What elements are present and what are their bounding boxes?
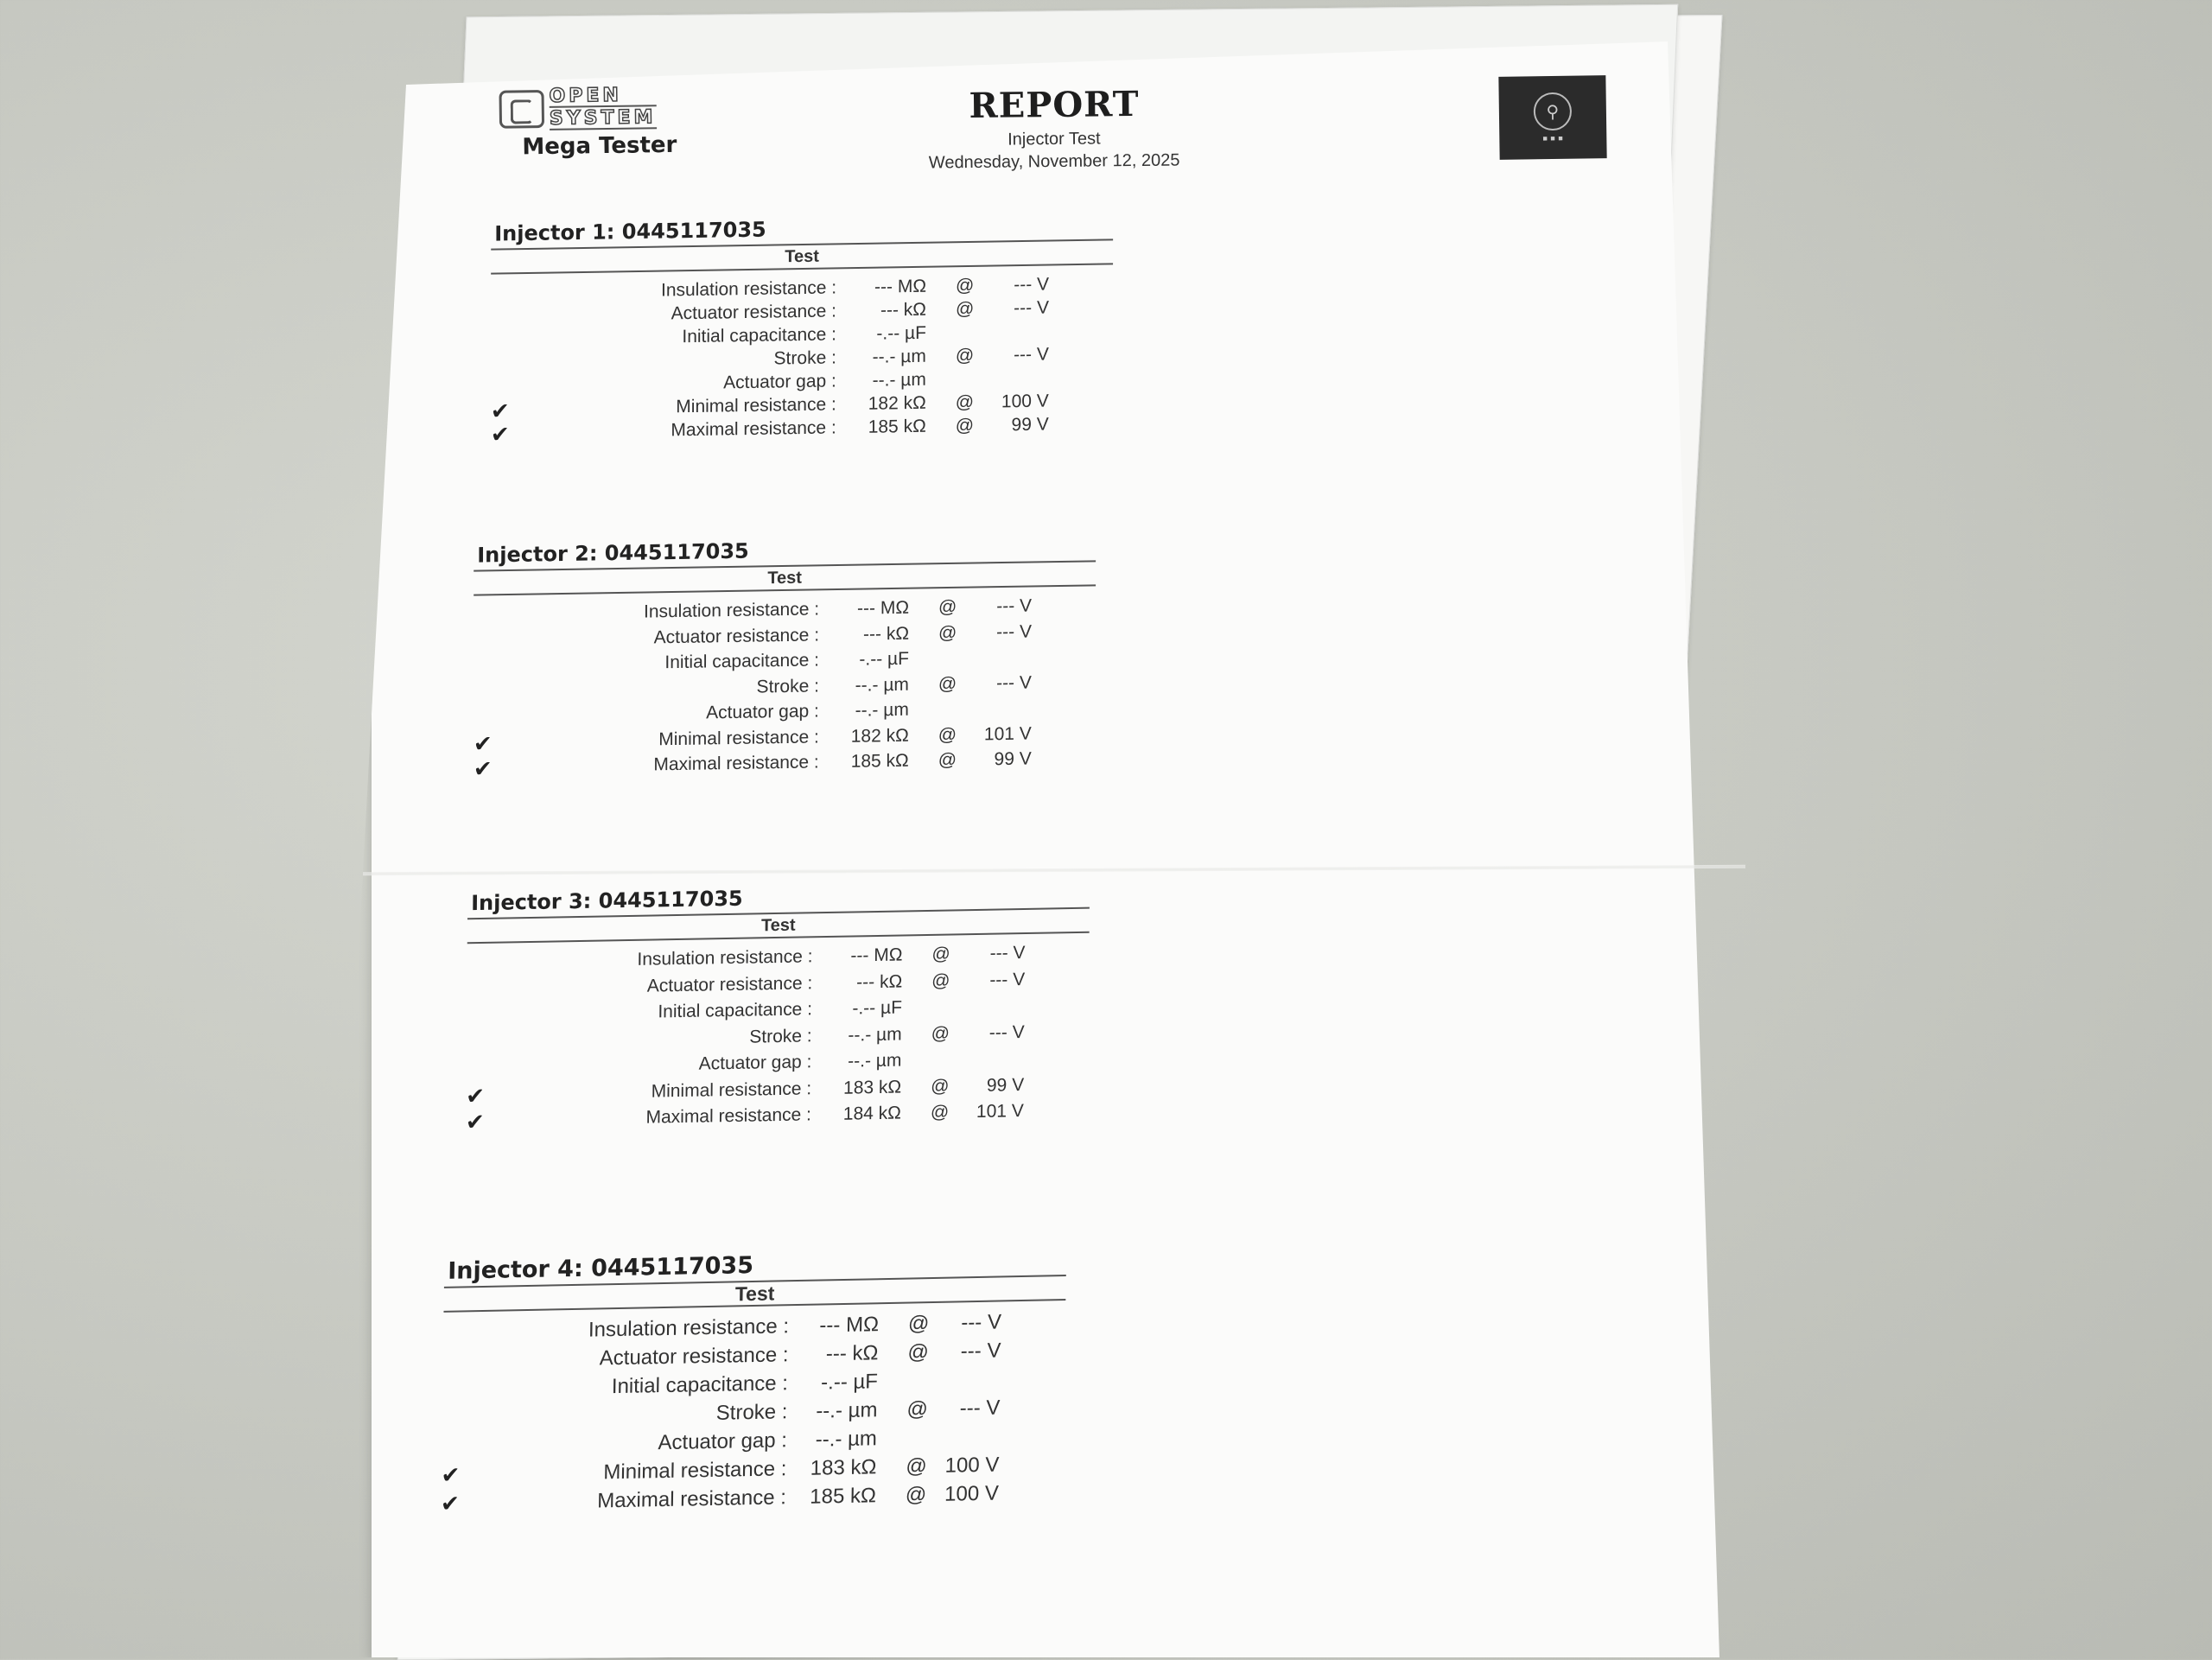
measurement-label: Minimal resistance :: [603, 1457, 786, 1485]
measurement-label: Initial capacitance :: [658, 999, 812, 1022]
measurement-value: --.- µm: [831, 700, 909, 722]
measurement-value: --.- µm: [799, 1427, 877, 1453]
measurement-value: --- MΩ: [831, 598, 909, 620]
measurement-value: --- kΩ: [824, 971, 902, 994]
test-column-header: Test: [491, 240, 1113, 272]
test-column-header: Test: [474, 562, 1096, 594]
measurement-rows: [441, 1309, 1065, 1521]
check-mark-icon: ✔: [441, 1491, 463, 1515]
at-symbol: @: [956, 416, 974, 436]
measurement-label: Minimal resistance :: [652, 1078, 812, 1102]
injector-section-2: [474, 531, 1096, 783]
measurement-value: 185 kΩ: [849, 417, 926, 438]
measurement-voltage: --- V: [966, 621, 1032, 643]
measurement-label: Initial capacitance :: [612, 1371, 789, 1399]
at-symbol: @: [908, 1312, 930, 1336]
measurement-voltage: --- V: [959, 943, 1025, 964]
measurement-label: Actuator gap :: [706, 701, 819, 723]
report-subtitle: [881, 126, 1228, 175]
measurement-label: Maximal resistance :: [597, 1485, 786, 1513]
measurement-label: Actuator gap :: [699, 1052, 812, 1074]
measurement-value: --.- µm: [849, 347, 926, 368]
cc-logo-icon: [499, 90, 544, 129]
at-symbol: @: [931, 944, 950, 965]
measurement-label: Initial capacitance :: [682, 324, 836, 347]
measurement-voltage: 101 V: [966, 723, 1032, 745]
measurement-voltage: --- V: [983, 298, 1049, 320]
at-symbol: @: [938, 724, 957, 745]
injector-section-3: [466, 878, 1090, 1137]
at-symbol: @: [906, 1397, 928, 1421]
at-symbol: @: [931, 1023, 950, 1044]
measurement-value: 183 kΩ: [823, 1077, 901, 1099]
measurement-value: -.-- µF: [824, 997, 902, 1020]
measurement-value: --- kΩ: [849, 300, 926, 321]
measurement-label: Minimal resistance :: [676, 394, 836, 417]
brand-badge: [1498, 75, 1606, 160]
measurement-label: Actuator resistance :: [654, 625, 819, 648]
at-symbol: @: [956, 392, 974, 413]
measurement-voltage: --- V: [983, 274, 1049, 296]
measurement-value: -.-- µF: [849, 323, 926, 345]
measurement-voltage: --- V: [959, 969, 1025, 990]
measurement-voltage: --- V: [966, 672, 1032, 694]
measurement-value: 183 kΩ: [798, 1455, 876, 1481]
measurement-value: --- kΩ: [831, 623, 909, 645]
measurement-value: 182 kΩ: [849, 393, 926, 415]
measurement-value: --.- µm: [799, 1398, 877, 1424]
measurement-value: 184 kΩ: [823, 1103, 901, 1126]
measurement-voltage: --- V: [934, 1396, 1000, 1421]
measurement-label: Stroke :: [757, 676, 819, 697]
measurement-voltage: [959, 995, 1025, 996]
at-symbol: @: [938, 597, 957, 618]
measurement-voltage: [983, 368, 1049, 369]
check-mark-icon: ✔: [491, 399, 513, 422]
check-mark-icon: ✔: [474, 732, 496, 754]
measurement-value: --- MΩ: [801, 1313, 879, 1339]
measurement-value: --.- µm: [831, 674, 909, 696]
check-mark-icon: ✔: [466, 1084, 488, 1106]
injector-logo-icon: ⚲: [1534, 92, 1573, 131]
measurement-label: Actuator gap :: [723, 371, 836, 393]
report-test-type: Injector Test: [881, 126, 1227, 152]
report-title: REPORT: [916, 83, 1192, 126]
open-system-logo: [499, 85, 715, 160]
at-symbol: @: [906, 1483, 927, 1507]
measurement-label: Actuator resistance :: [600, 1343, 789, 1371]
check-mark-icon: ✔: [466, 1110, 488, 1133]
at-symbol: @: [931, 1076, 950, 1097]
at-symbol: @: [956, 299, 974, 320]
measurement-voltage: [983, 321, 1049, 322]
test-column-header: Test: [443, 1276, 1065, 1311]
check-mark-icon: ✔: [491, 423, 513, 445]
measurement-label: Insulation resistance :: [661, 277, 836, 301]
measurement-rows: [491, 273, 1113, 446]
logo-line-system: SYSTEM: [550, 108, 657, 130]
measurement-value: --.- µm: [849, 370, 926, 391]
at-symbol: @: [906, 1454, 927, 1479]
at-symbol: @: [956, 276, 974, 296]
measurement-label: Actuator resistance :: [671, 301, 836, 324]
brand-badge-mark: ■ ■ ■: [1542, 134, 1563, 143]
measurement-voltage: 99 V: [958, 1075, 1024, 1097]
measurement-value: --- MΩ: [824, 944, 902, 967]
measurement-label: Stroke :: [716, 1400, 788, 1426]
check-mark-icon: ✔: [474, 757, 496, 779]
measurement-label: Minimal resistance :: [658, 727, 819, 750]
test-column-header: Test: [467, 909, 1090, 943]
measurement-voltage: [966, 647, 1032, 648]
injector-section-4: [441, 1245, 1067, 1521]
logo-wordmark: [549, 86, 656, 130]
at-symbol: @: [956, 346, 974, 366]
measurement-label: Insulation resistance :: [637, 946, 812, 970]
measurement-label: Actuator gap :: [658, 1428, 787, 1455]
measurement-voltage: --- V: [936, 1310, 1001, 1335]
measurement-value: -.-- µF: [831, 649, 909, 671]
logo-mark: [499, 85, 715, 130]
measurement-label: Insulation resistance :: [644, 599, 819, 622]
injector-title: Injector 2: 0445117035: [477, 531, 1096, 569]
measurement-value: -.-- µF: [800, 1370, 878, 1396]
measurement-voltage: 100 V: [983, 391, 1049, 413]
measurement-rows: [466, 942, 1090, 1137]
at-symbol: @: [907, 1340, 929, 1364]
measurement-label: Maximal resistance :: [645, 1104, 811, 1128]
measurement-voltage: [959, 1048, 1025, 1049]
injector-title: Injector 1: 0445117035: [494, 209, 1113, 248]
measurement-value: 185 kΩ: [798, 1484, 876, 1510]
report-date: Wednesday, November 12, 2025: [881, 149, 1227, 175]
measurement-label: Maximal resistance :: [671, 417, 836, 441]
measurement-label: Initial capacitance :: [664, 650, 819, 673]
at-symbol: @: [938, 673, 957, 694]
measurement-value: --- MΩ: [849, 277, 926, 298]
logo-subtitle: Mega Tester: [522, 131, 715, 160]
measurement-voltage: [966, 698, 1032, 699]
injector-title: Injector 4: 0445117035: [448, 1245, 1066, 1287]
check-mark-icon: ✔: [441, 1463, 463, 1486]
injector-section-1: [491, 209, 1113, 446]
at-symbol: @: [931, 970, 950, 991]
measurement-voltage: 101 V: [958, 1101, 1024, 1123]
measurement-voltage: --- V: [983, 345, 1049, 366]
measurement-rows: [474, 595, 1096, 783]
measurement-label: Maximal resistance :: [653, 752, 818, 775]
at-symbol: @: [938, 622, 957, 643]
measurement-voltage: 100 V: [933, 1482, 999, 1507]
measurement-voltage: --- V: [966, 595, 1032, 617]
measurement-value: 185 kΩ: [831, 751, 909, 773]
measurement-label: Insulation resistance :: [588, 1314, 790, 1342]
at-symbol: @: [931, 1103, 950, 1123]
measurement-voltage: --- V: [935, 1339, 1001, 1364]
measurement-voltage: 100 V: [933, 1453, 999, 1479]
measurement-value: --.- µm: [823, 1051, 901, 1073]
measurement-voltage: --- V: [959, 1022, 1025, 1044]
measurement-label: Stroke :: [774, 347, 836, 369]
injector-title: Injector 3: 0445117035: [471, 878, 1090, 919]
measurement-value: --- kΩ: [800, 1341, 878, 1367]
measurement-value: --.- µm: [824, 1024, 902, 1046]
at-symbol: @: [938, 750, 957, 771]
measurement-value: 182 kΩ: [831, 725, 909, 747]
measurement-voltage: 99 V: [966, 749, 1032, 771]
logo-line-open: OPEN: [549, 86, 656, 108]
measurement-label: Stroke :: [749, 1026, 812, 1047]
measurement-voltage: 99 V: [983, 415, 1049, 436]
measurement-label: Actuator resistance :: [647, 973, 813, 996]
